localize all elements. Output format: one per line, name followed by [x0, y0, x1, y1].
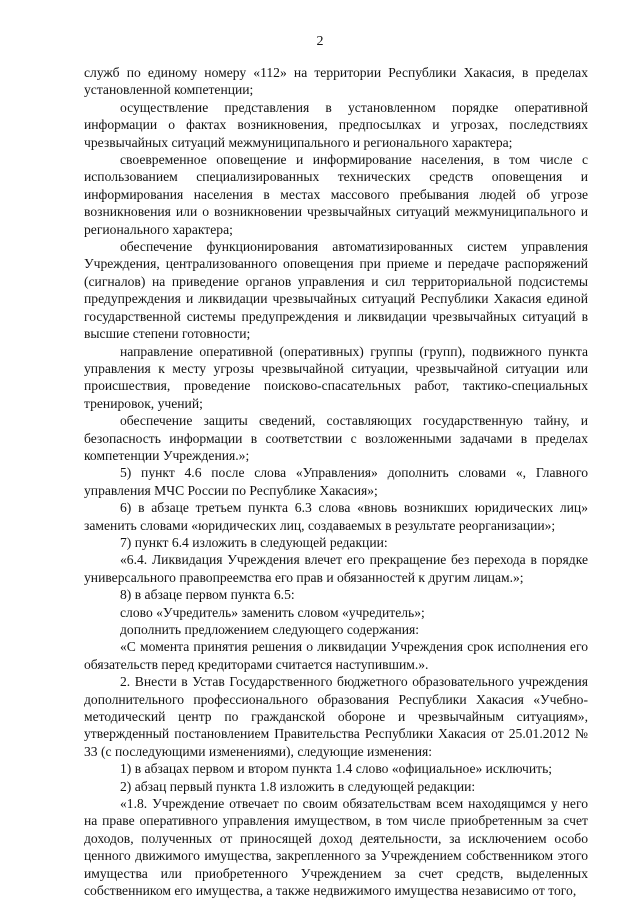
- paragraph-5: направление оперативной (оперативных) группы (групп), подвижного пункта управления к месту угрозы чрезвычайной ситуации, чрезвычайной ситуации или происшествия, проведение поисково-спасательных работ, тактико-специальных тренировок, учений;: [84, 343, 588, 411]
- paragraph-12: слово «Учредитель» заменить словом «учредитель»;: [120, 604, 425, 620]
- paragraph-16: 1) в абзацах первом и втором пункта 1.4 слово «официальное» исключить;: [120, 761, 553, 777]
- page-number: 2: [316, 34, 324, 49]
- paragraph-8: 6) в абзаце третьем пункта 6.3 слова «вновь возникших юридических лиц» заменить словами «юридических лиц, создаваемых в результате реорганизации»;: [84, 500, 588, 533]
- document-body: [84, 64, 588, 900]
- paragraph-13: дополнить предложением следующего содержания:: [120, 622, 420, 637]
- paragraph-2: осуществление представления в установленном порядке оперативной информации о фактах возникновения, предпосылках и угрозах, последствиях чрезвычайных ситуаций межмуниципального и регионального характера;: [84, 99, 588, 150]
- paragraph-11: 8) в абзаце первом пункта 6.5:: [120, 587, 295, 603]
- paragraph-17: 2) абзац первый пункта 1.8 изложить в следующей редакции:: [120, 778, 476, 794]
- paragraph-18: «1.8. Учреждение отвечает по своим обязательствам всем находящимся у него на праве оперативного управления имуществом, в том числе приобретенным за счет доходов, полученных от приносящей доход деятельности, за исключением особо ценного движимого имущества, закрепленного за Учреждением собственником этого имущества или приобретенного Учреждением за счет средств, выделенных собственником его имущества, а также недвижимого имущества независимо от того,: [84, 796, 588, 899]
- paragraph-9: 7) пункт 6.4 изложить в следующей редакции:: [120, 534, 388, 550]
- paragraph-14: «С момента принятия решения о ликвидации Учреждения срок исполнения его обязательств перед кредиторами считается наступившим.».: [84, 639, 588, 672]
- paragraph-6: обеспечение защиты сведений, составляющих государственную тайну, и безопасность информации в соответствии с возложенными задачами в пределах компетенции Учреждения.»;: [84, 413, 588, 463]
- paragraph-15: 2. Внести в Устав Государственного бюджетного образовательного учреждения дополнительного профессионального образования Республики Хакасия «Учебно-методический центр по гражданской обороне и чрезвычайным ситуациям», утвержденный постановлением Правительства Республики Хакасия от 25.01.2012 № 33 (с последующими изменениями), следующие изменения:: [84, 674, 588, 759]
- paragraph-7: 5) пункт 4.6 после слова «Управления» дополнить словами «, Главного управления МЧС России по Республике Хакасия»;: [84, 465, 588, 498]
- paragraph-1: служб по единому номеру «112» на территории Республики Хакасия, в пределах установленной компетенции;: [84, 65, 588, 98]
- paragraph-3: своевременное оповещение и информирование населения, в том числе с использованием специализированных технических средств оповещения и информирования населения в местах массового пребывания людей об угрозе возникновения или о возникновении чрезвычайных ситуаций межмуниципального и регионального характера;: [84, 152, 588, 237]
- paragraph-4: обеспечение функционирования автоматизированных систем управления Учреждения, централизованного оповещения при приеме и передаче распоряжений (сигналов) на приведение органов управления и сил территориальной подсистемы предупреждения и ликвидации чрезвычайных ситуаций Республики Хакасия единой государственной системы предупреждения и ликвидации чрезвычайных ситуаций в высшие степени готовности;: [84, 239, 588, 342]
- paragraph-10: «6.4. Ликвидация Учреждения влечет его прекращение без перехода в порядке универсального правопреемства его прав и обязанностей к другим лицам.»;: [84, 552, 588, 585]
